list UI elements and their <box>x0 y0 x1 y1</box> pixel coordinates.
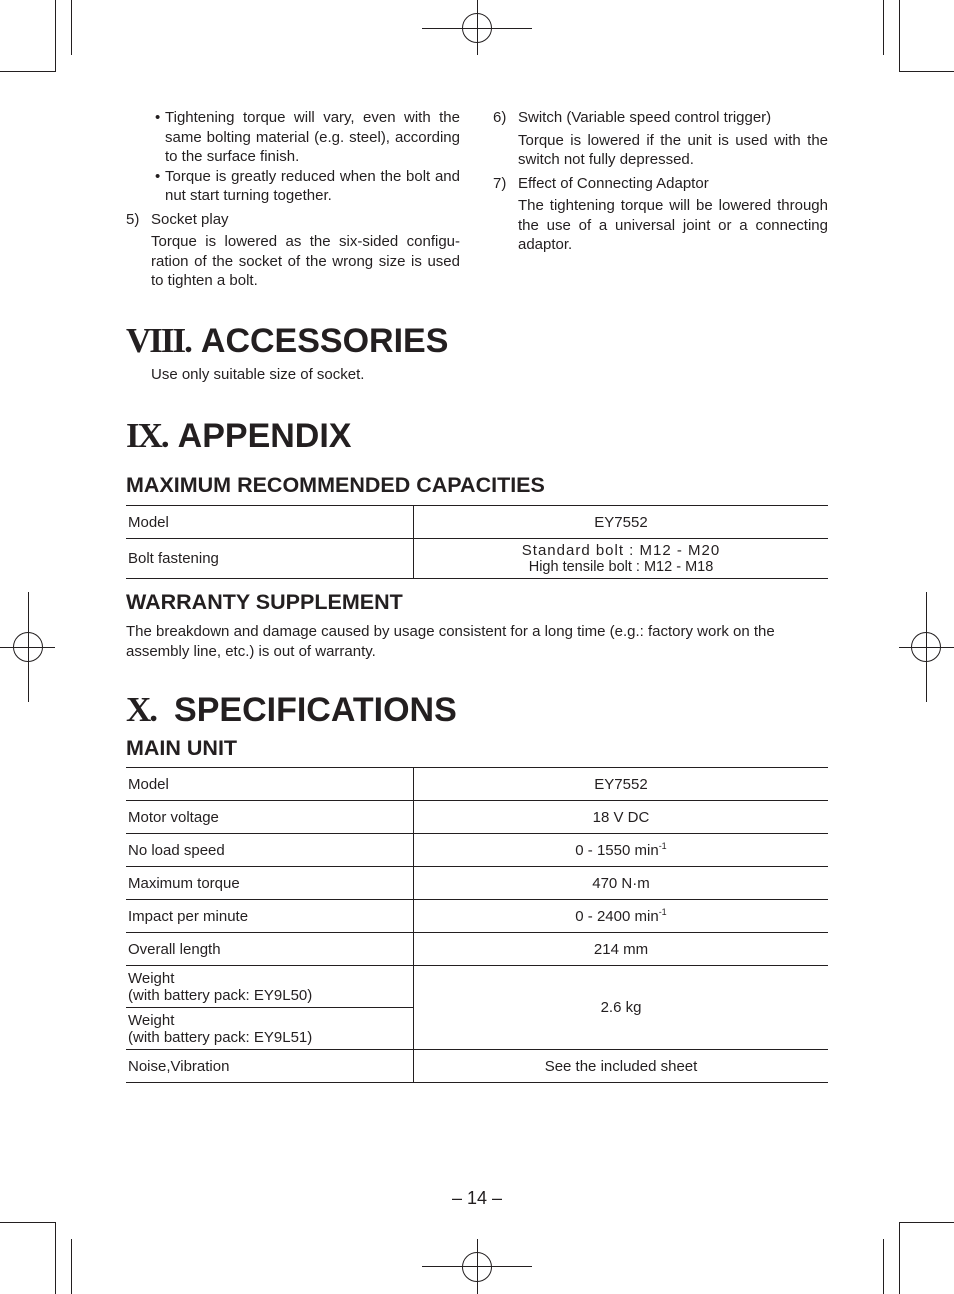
table-cell-value <box>414 900 829 933</box>
weight-label: Weight <box>128 969 175 987</box>
weight-label: Weight <box>128 1011 175 1029</box>
page-number: – 14 – <box>451 1188 503 1208</box>
table-cell-label: Impact per minute <box>126 900 414 933</box>
main-unit-heading: MAIN UNIT <box>126 736 238 760</box>
table-cell-value: EY7552 <box>414 768 829 801</box>
table-cell-label <box>126 1008 414 1050</box>
table-cell-value: 2.6 kg <box>414 966 829 1050</box>
section-title: ACCESSORIES <box>200 322 449 360</box>
item-number: 7) <box>493 174 507 192</box>
table-cell-label: Model <box>126 768 414 801</box>
item-body: Torque is lowered as the six-sided configu-ration of the socket of the wrong size is used to tighten a bolt. <box>151 233 460 289</box>
table-row <box>126 933 828 966</box>
warranty-heading: WARRANTY SUPPLEMENT <box>126 590 403 614</box>
item-title: Effect of Connecting Adaptor <box>518 174 709 192</box>
table-row <box>126 801 828 834</box>
table-cell-value <box>414 539 829 579</box>
section-title: APPENDIX <box>177 417 352 455</box>
table-cell-value: 18 V DC <box>414 801 829 834</box>
table-row <box>126 1050 828 1083</box>
table-row <box>126 768 828 801</box>
section-roman: X. <box>126 690 157 729</box>
impact-unit-exponent: -1 <box>658 906 667 917</box>
appendix-heading <box>126 416 351 456</box>
table-row <box>126 539 828 579</box>
table-cell-value: 470 N·m <box>414 867 829 900</box>
item-body: The tightening torque will be lowered through the use of a universal joint or a connecting adaptor. <box>518 197 828 253</box>
specifications-heading <box>126 690 457 730</box>
weight-label-detail: (with battery pack: EY9L51) <box>128 1028 313 1046</box>
section-roman: IX. <box>126 416 168 455</box>
warranty-text: The breakdown and damage caused by usage consistent for a long time (e.g.: factory work on the assembly line, etc.) is out of warranty. <box>126 623 775 660</box>
accessories-text: Use only suitable size of socket. <box>151 366 365 383</box>
table-cell-value: 214 mm <box>414 933 829 966</box>
item-title: Socket play <box>151 210 229 228</box>
table-cell-label <box>126 966 414 1008</box>
weight-label-detail: (with battery pack: EY9L50) <box>128 986 313 1004</box>
item-body: Torque is lowered if the unit is used with the switch not fully depressed. <box>518 131 828 168</box>
table-cell-label: Noise,Vibration <box>126 1050 414 1083</box>
table-row <box>126 867 828 900</box>
capacities-table <box>126 505 828 579</box>
table-row <box>126 900 828 933</box>
capacities-heading: MAXIMUM RECOMMENDED CAPACITIES <box>126 473 545 497</box>
bolt-high-tensile: High tensile bolt : M12 - M18 <box>528 558 714 575</box>
table-cell-label: No load speed <box>126 834 414 867</box>
main-unit-table <box>126 767 828 1083</box>
table-cell-label: Bolt fastening <box>126 539 414 579</box>
table-cell-label: Motor voltage <box>126 801 414 834</box>
table-row <box>126 966 828 1008</box>
bullet-item: • Tightening torque will vary, even with the same bolting material (e.g. steel), according to the surface finish. <box>155 108 460 167</box>
table-cell-label: Model <box>126 506 414 539</box>
bolt-standard: Standard bolt : M12 - M20 <box>521 541 721 559</box>
item-number: 6) <box>493 109 507 126</box>
section-roman: VIII. <box>126 321 191 360</box>
table-cell-value: EY7552 <box>414 506 829 539</box>
section-title: SPECIFICATIONS <box>174 691 457 729</box>
table-cell-value <box>414 834 829 867</box>
table-cell-label: Overall length <box>126 933 414 966</box>
table-cell-value: See the included sheet <box>414 1050 829 1083</box>
table-row <box>126 834 828 867</box>
bullet-item: • Torque is greatly reduced when the bolt and nut start turning together. <box>155 167 460 206</box>
right-column <box>493 108 828 255</box>
speed-value: 0 - 1550 min <box>575 841 659 859</box>
table-cell-label: Maximum torque <box>126 867 414 900</box>
item-number: 5) <box>126 210 140 228</box>
accessories-heading <box>126 321 448 361</box>
table-row <box>126 506 828 539</box>
impact-value: 0 - 2400 min <box>575 907 659 925</box>
left-column <box>126 108 460 291</box>
item-title: Switch (Variable speed control trigger) <box>518 109 772 126</box>
speed-unit-exponent: -1 <box>658 840 667 851</box>
